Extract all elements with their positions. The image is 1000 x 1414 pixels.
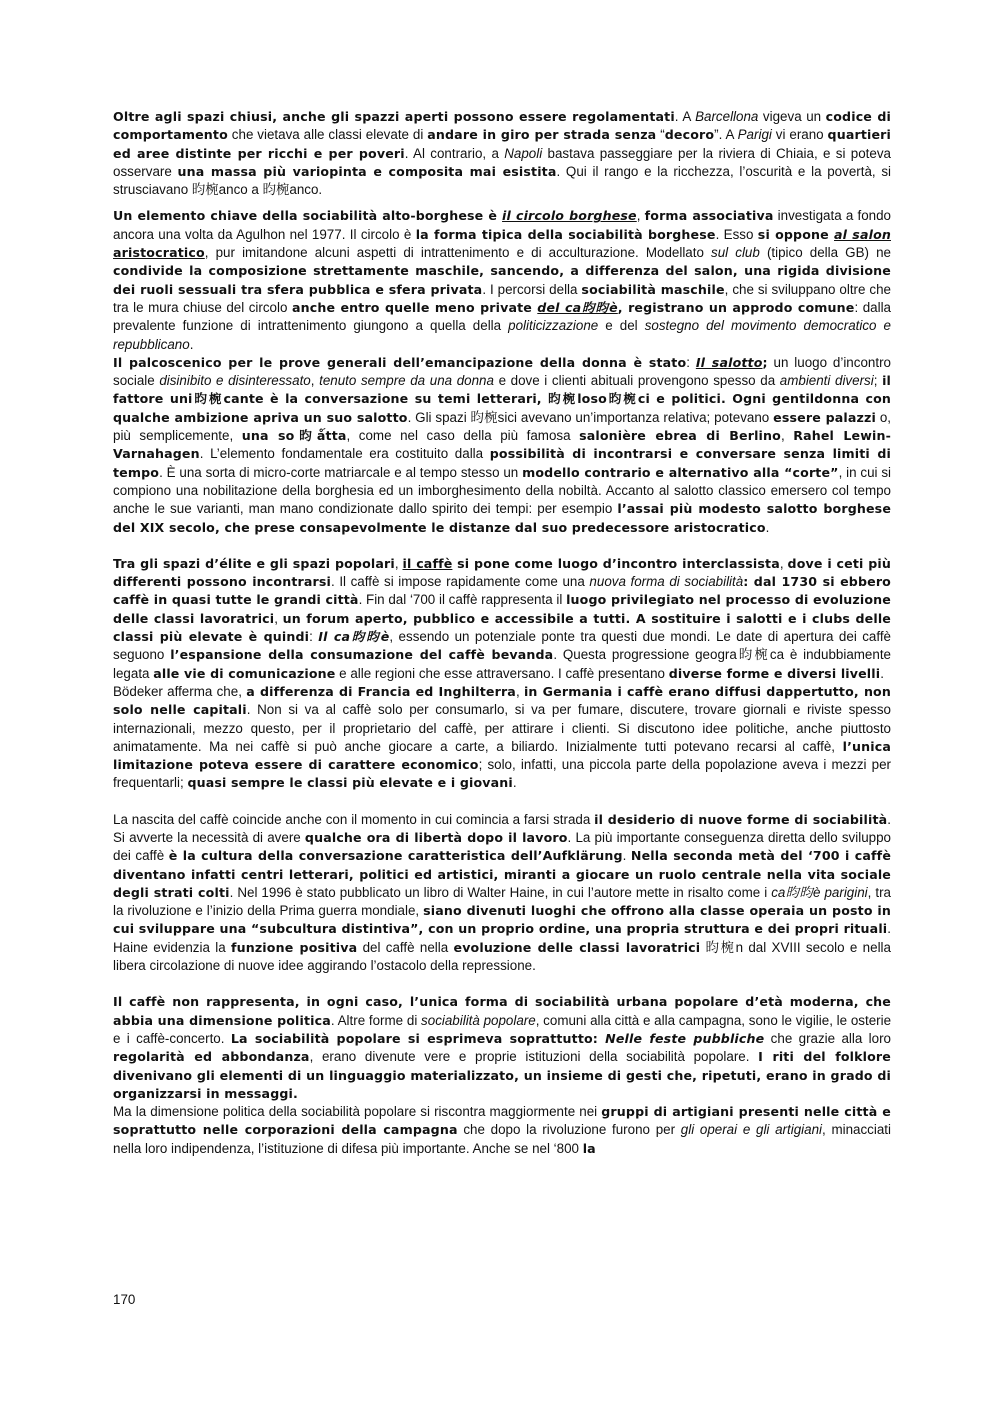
text-run: . Gli spazi 昀椀sici avevano un’importanza relativa; potevano — [407, 409, 774, 425]
text-run: . — [622, 848, 631, 864]
text-run: e del — [598, 318, 645, 334]
text-run: . La più importante conseguenza diretta dello sviluppo dei caffè — [113, 829, 891, 864]
text-run: vigeva un — [758, 109, 826, 124]
text-run: il circolo borghese — [502, 208, 637, 224]
text-run: . Questa progressione geogra昀椀ca è indubbiamente legata — [113, 647, 891, 681]
text-run: anche entro quelle meno private — [291, 299, 538, 315]
text-run: , che si sviluppano oltre che tra le mura chiuse del circolo — [113, 281, 891, 315]
text-run: tenuto sempre da una donna — [319, 373, 494, 389]
text-run: sul club — [711, 245, 760, 261]
text-run: la forma tipica della sociabilità borghese — [415, 226, 716, 242]
text-run: evoluzione delle classi lavoratrici — [453, 939, 701, 955]
text-run: Il salotto — [695, 354, 763, 370]
document-body — [113, 108, 891, 1158]
text-run: e alle regioni che esse attraversano. I caffè presentano — [335, 665, 669, 681]
text-run: , erano divenute vere e proprie istituzioni della sociabilità popolare. — [309, 1049, 759, 1065]
text-run: , — [274, 610, 283, 626]
text-run: aristocratico — [113, 245, 205, 261]
text-run: possibilità di incontrarsi e conversare senza limiti di tempo — [113, 446, 891, 480]
text-run: . I percorsi della — [482, 281, 582, 297]
text-run: alle vie di comunicazione — [153, 665, 336, 681]
text-run: essere palazzi — [773, 409, 876, 425]
text-run: nuova forma di sociabilità — [589, 574, 744, 590]
text-run: è la cultura della conversazione caratteristica dell’Aufklärung — [168, 848, 623, 864]
text-run: : — [309, 629, 319, 645]
text-run: , registrano un approdo comune — [617, 299, 855, 315]
text-run: ; — [762, 354, 768, 370]
text-run: Nelle feste pubbliche — [605, 1030, 765, 1046]
text-run: gli operai e gli artigiani — [680, 1122, 823, 1138]
text-run: Ma la dimensione politica della sociabilità popolare si riscontra maggiormente nei — [113, 1104, 602, 1120]
text-run: sociabilità maschile — [581, 281, 725, 297]
paragraph — [113, 354, 891, 537]
text-run: Il palcoscenico per le prove generali dell’emancipazione della donna è stato — [113, 354, 687, 370]
text-run: 昀椀n dal XVIII secolo e nella libera circolazione di nuove idee aggirando l’ostacolo della repressione. — [113, 939, 891, 974]
text-run: dove i ceti più differenti possono incontrarsi — [113, 555, 891, 590]
text-run: , pur imitandone alcuni aspetti di intrattenimento e di acculturazione. Modellato — [204, 245, 712, 261]
page-number: 170 — [113, 1292, 136, 1307]
text-run: bastava passeggiare per la riviera di Chiaia, e si poteva osservare — [113, 145, 891, 179]
text-run: : dalla prevalente funzione di intrattenimento giungono a quella della — [113, 299, 891, 334]
paragraph — [113, 683, 891, 793]
text-run: modello contrario e alternativo alla “corte” — [522, 464, 839, 480]
text-run: La nascita del caffè coincide anche con il momento in cui comincia a farsi strada — [113, 811, 595, 827]
text-run: o, più semplicemente, — [113, 409, 891, 444]
text-run: : — [686, 354, 696, 370]
text-run: (tipico della GB) ne — [759, 245, 891, 261]
text-run: disinibito e disinteressato — [159, 373, 311, 389]
text-run: Oltre agli spazi chiusi, anche gli spazzi aperti possono essere regolamentati — [113, 109, 675, 124]
paragraph — [113, 811, 891, 976]
text-run: codice di comportamento — [113, 109, 891, 143]
text-run: . Nel 1996 è stato pubblicato un libro di Walter Haine, in cui l’autore mette in risalto come i — [229, 884, 772, 900]
text-run: , — [515, 683, 524, 699]
text-run: , comuni alla città e alla campagna, sono le vigilie, le osterie e i caffè-concerto. — [113, 1012, 892, 1046]
text-run: Parigi — [737, 127, 772, 143]
text-run: condivide la composizione strettamente maschile, sancendo, a differenza del salon, una rigida divisione dei ruoli sessuali tra sfera pubblica e sfera privata — [113, 263, 891, 297]
text-run: Barcellona — [695, 109, 759, 124]
text-run: . — [512, 775, 517, 791]
text-run: ambienti diversi — [779, 373, 874, 389]
text-run: un luogo d’incontro sociale — [113, 354, 891, 389]
text-run: si oppone — [757, 226, 835, 242]
text-run: “ — [656, 127, 665, 143]
paragraph — [113, 207, 891, 353]
text-run: l’assai più modesto salotto borghese del XIX secolo, che prese consapevolmente le distanze dal suo predecessore aristocratico — [113, 501, 892, 535]
paragraph — [113, 108, 891, 199]
text-run: si pone come luogo d’incontro interclassista — [452, 555, 780, 571]
text-run: del ca昀昀è — [537, 299, 618, 315]
text-run: . — [880, 665, 884, 681]
text-run: sostegno del movimento democratico e repubblicano — [113, 318, 891, 352]
text-run: , — [779, 555, 788, 571]
text-run: Bödeker afferma che, — [113, 683, 247, 699]
text-run: . Qui il rango e la ricchezza, l’oscurità e la povertà, si strusciavano 昀椀anco a 昀椀anco. — [113, 163, 891, 198]
text-run: siano divenuti luoghi che offrono alla classe operaia un posto in cui sviluppare una “subcultura distintiva”, con un proprio ordine, una propria struttura e dei propri rituali — [113, 903, 891, 937]
text-run: forma associativa — [644, 208, 774, 224]
text-run: che vietava alle classi elevate di — [227, 127, 428, 143]
text-run: , essendo un potenziale ponte tra questi due mondi. Le date di apertura dei caffè seguono — [113, 629, 892, 663]
paragraph — [113, 555, 891, 683]
text-run: diverse forme e diversi livelli — [668, 665, 881, 681]
text-run: la — [582, 1140, 596, 1156]
text-run: regolarità ed abbondanza — [113, 1049, 310, 1065]
text-run: : dal 1730 si ebbero caffè in quasi tutte le grandi città — [113, 574, 891, 608]
text-run: una so昀ǻtta — [241, 428, 347, 444]
text-run: gruppi di artigiani presenti nelle città e soprattutto nelle corporazioni della campagna — [113, 1104, 891, 1138]
text-run: , tra la rivoluzione e l’inizio della Prima guerra mondiale, — [113, 884, 891, 919]
text-run: e dove i clienti abituali provengono spesso da — [493, 373, 780, 389]
text-run: Napoli — [504, 145, 543, 161]
text-run: . — [765, 519, 770, 535]
text-run: . Il caffè si impose rapidamente come una — [330, 574, 590, 590]
text-run: ca昀昀è parigini — [771, 884, 868, 900]
text-run: al salon — [834, 226, 891, 242]
text-run: . Al contrario, a — [404, 145, 505, 161]
text-run: che grazie alla loro — [764, 1030, 891, 1046]
text-run: I riti del folklore divenivano gli elementi di un linguaggio materializzato, un insieme di gesti che, ripetuti, erano in grado di organizzarsi in messaggi. — [113, 1049, 891, 1101]
text-run: , — [780, 428, 794, 444]
text-run: quartieri ed aree distinte per ricchi e per poveri — [113, 127, 891, 161]
text-run: in Germania i caffè erano diffusi dappertutto, non solo nelle capitali — [113, 683, 891, 718]
text-run: il desiderio di nuove forme di sociabilità — [594, 811, 888, 827]
text-run: . Non si va al caffè solo per consumarlo, si va per fumare, discutere, trovare giornali e riviste spesso internazionali, mezzo questo, per il proprietario del caffè, per attirare i clienti. Si discutono idee politiche, anche piuttosto animatamente. Ma nei caffè si può anche giocare a carte, a biliardo. Inizialmente tutti potevano recarsi al caffè, — [113, 702, 891, 754]
text-run: . Haine evidenzia la — [113, 921, 891, 955]
text-run: il caffè — [402, 555, 453, 571]
text-run: funzione positiva — [230, 939, 358, 955]
text-run: ; — [873, 373, 883, 389]
text-run: qualche ora di libertà dopo il lavoro — [304, 829, 568, 845]
text-run: . Esso — [715, 226, 758, 242]
text-run: l’espansione della consumazione del caffè bevanda — [170, 647, 554, 663]
text-run: . L’elemento fondamentale era costituito dalla — [199, 446, 490, 462]
text-run: , — [394, 555, 403, 571]
text-run: . È una sorta di micro-corte matriarcale e al tempo stesso un — [159, 464, 523, 480]
text-run: Rahel Lewin-Varnahagen — [113, 428, 891, 462]
text-run: ”. A — [714, 127, 738, 143]
text-run: Il ca昀昀è — [318, 629, 390, 645]
text-run: Nella seconda metà del ‘700 i caffè diventano infatti centri letterari, politici ed artistici, miranti a giocare un ruolo centrale nella vita sociale degli strati colti — [113, 848, 892, 900]
text-run: Il caffè non rappresenta, in ogni caso, l’unica forma di sociabilità urbana popolare d’età moderna, che abbia una dimensione politica — [113, 994, 891, 1028]
paragraph — [113, 993, 891, 1103]
text-run: . — [189, 336, 194, 352]
text-run: che dopo la rivoluzione furono per — [457, 1122, 681, 1138]
text-run: , minacciati nella loro indipendenza, l’istituzione di difesa più importante. Anche se nel ‘800 — [113, 1122, 891, 1156]
text-run: , — [636, 208, 645, 224]
text-run: del caffè nella — [357, 939, 454, 955]
text-run: investigata a fondo ancora una volta da Agulhon nel 1977. Il circolo è — [113, 208, 891, 242]
text-run: vi erano — [771, 127, 828, 143]
text-run: una massa più variopinta e composita mai esistita — [177, 163, 557, 179]
text-run: . Altre forme di — [330, 1012, 422, 1028]
text-run: il fattore uni昀椀cante è la conversazione su temi letterari, 昀椀loso昀椀ci e politici. Ogni gentildonna con qualche ambizione apriva un suo salotto — [113, 373, 891, 425]
text-run: andare in giro per strada senza — [427, 127, 657, 143]
text-run: , — [310, 373, 320, 389]
text-run: luogo privilegiato nel processo di evoluzione delle classi lavoratrici — [113, 592, 891, 626]
text-run: quasi sempre le classi più elevate e i giovani — [187, 775, 513, 791]
text-run: Un elemento chiave della sociabilità alto-borghese è — [113, 208, 503, 224]
paragraph — [113, 1103, 891, 1158]
text-run: sociabilità popolare — [421, 1012, 536, 1028]
text-run: Tra gli spazi d’élite e gli spazi popolari — [113, 555, 395, 571]
text-run: . A — [674, 109, 696, 124]
text-run: , come nel caso della più famosa — [346, 428, 580, 444]
text-run: un forum aperto, pubblico e accessibile a tutti. A sostituire i salotti e i clubs delle classi più elevate è quindi — [113, 610, 891, 645]
text-run: . Fin dal ‘700 il caffè rappresenta il — [358, 592, 567, 608]
text-run: La sociabilità popolare si esprimeva soprattutto: — [230, 1030, 606, 1046]
text-run: salonière ebrea di Berlino — [579, 428, 781, 444]
text-run: a differenza di Francia ed Inghilterra — [246, 683, 516, 699]
text-run: decoro — [664, 127, 715, 143]
text-run: , in cui si compiono una nobilitazione della borghesia ed un imborghesimento della nobiltà. Accanto al salotto classico emersero col tempo anche le sue varianti, man mano condizionate dallo spirito dei tempi: per esempio — [113, 464, 892, 517]
text-run: ; solo, infatti, una piccola parte della popolazione aveva i mezzi per frequentarli; — [113, 757, 891, 791]
text-run: politicizzazione — [508, 318, 599, 334]
text-run: l’unica limitazione poteva essere di carattere economico — [113, 738, 891, 773]
text-run: . Si avverte la necessità di avere — [113, 811, 891, 845]
